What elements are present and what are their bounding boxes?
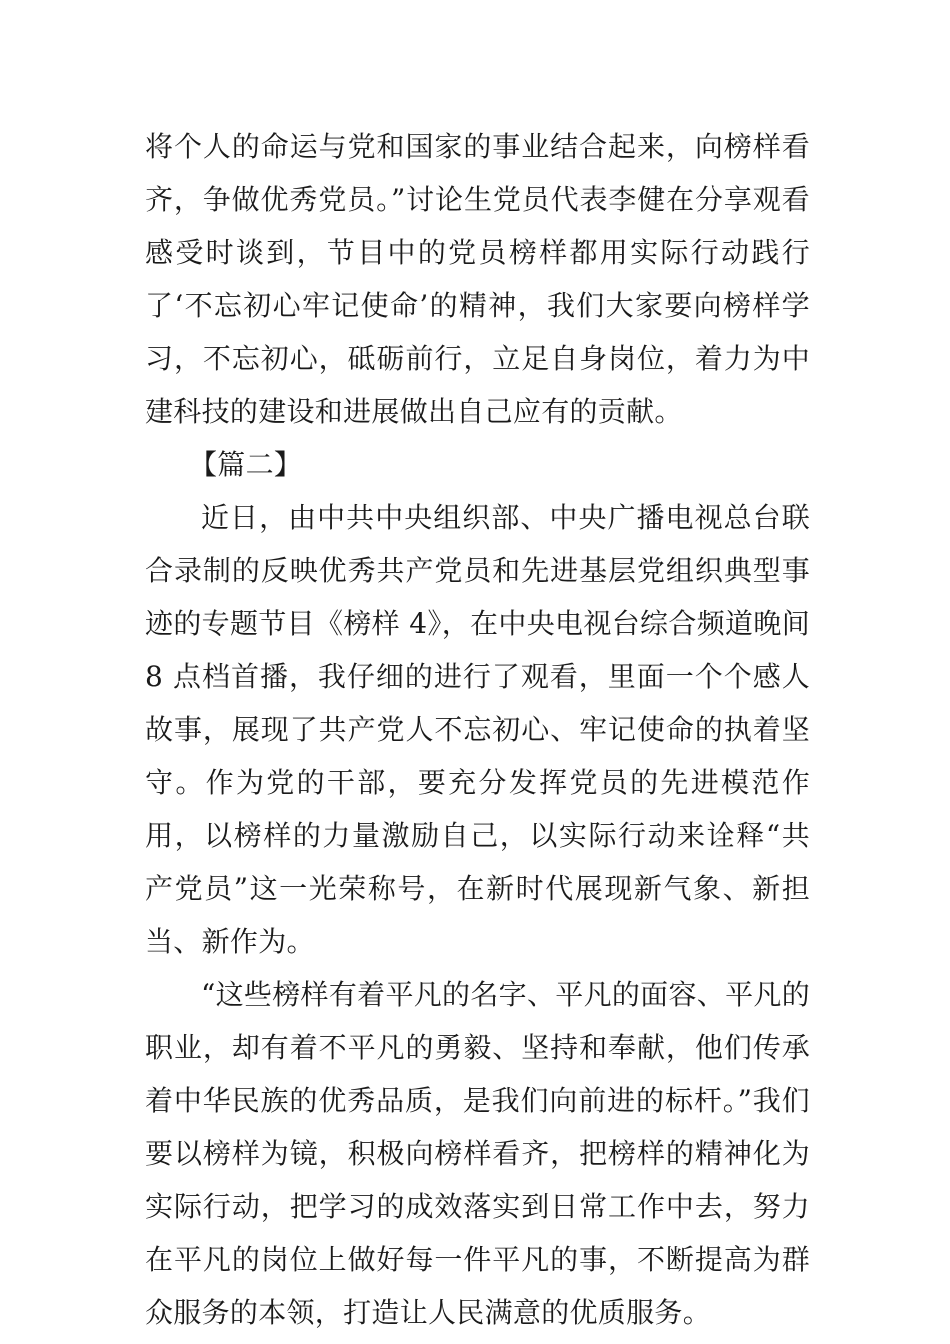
- document-body: [145, 120, 810, 1339]
- section-heading: 【篇二】: [189, 448, 303, 481]
- paragraph-continuation: 将个人的命运与党和国家的事业结合起来，向榜样看齐，争做优秀党员。”讨论生党员代表李健在分享观看感受时谈到，节目中的党员榜样都用实际行动践行了‘不忘初心牢记使命’的精神，我们大家要向榜样学习，不忘初心，砥砺前行，立足自身岗位，着力为中建科技的建设和进展做出自己应有的贡献。: [145, 130, 810, 428]
- paragraph-quote: “这些榜样有着平凡的名字、平凡的面容、平凡的职业，却有着不平凡的勇毅、坚持和奉献，他们传承着中华民族的优秀品质，是我们向前进的标杆。”我们要以榜样为镜，积极向榜样看齐，把榜样的精神化为实际行动，把学习的成效落实到日常工作中去，努力在平凡的岗位上做好每一件平凡的事，不断提高为群众服务的本领，打造让人民满意的优质服务。: [145, 978, 810, 1329]
- paragraph-intro: 近日，由中共中央组织部、中央广播电视总台联合录制的反映优秀共产党员和先进基层党组织典型事迹的专题节目《榜样 4》，在中央电视台综合频道晚间 8 点档首播，我仔细的进行了观看，里面一个个感人故事，展现了共产党人不忘初心、牢记使命的执着坚守。作为党的干部，要充分发挥党员的先进模范作用，以榜样的力量激励自己，以实际行动来诠释“共产党员”这一光荣称号，在新时代展现新气象、新担当、新作为。: [145, 501, 810, 958]
